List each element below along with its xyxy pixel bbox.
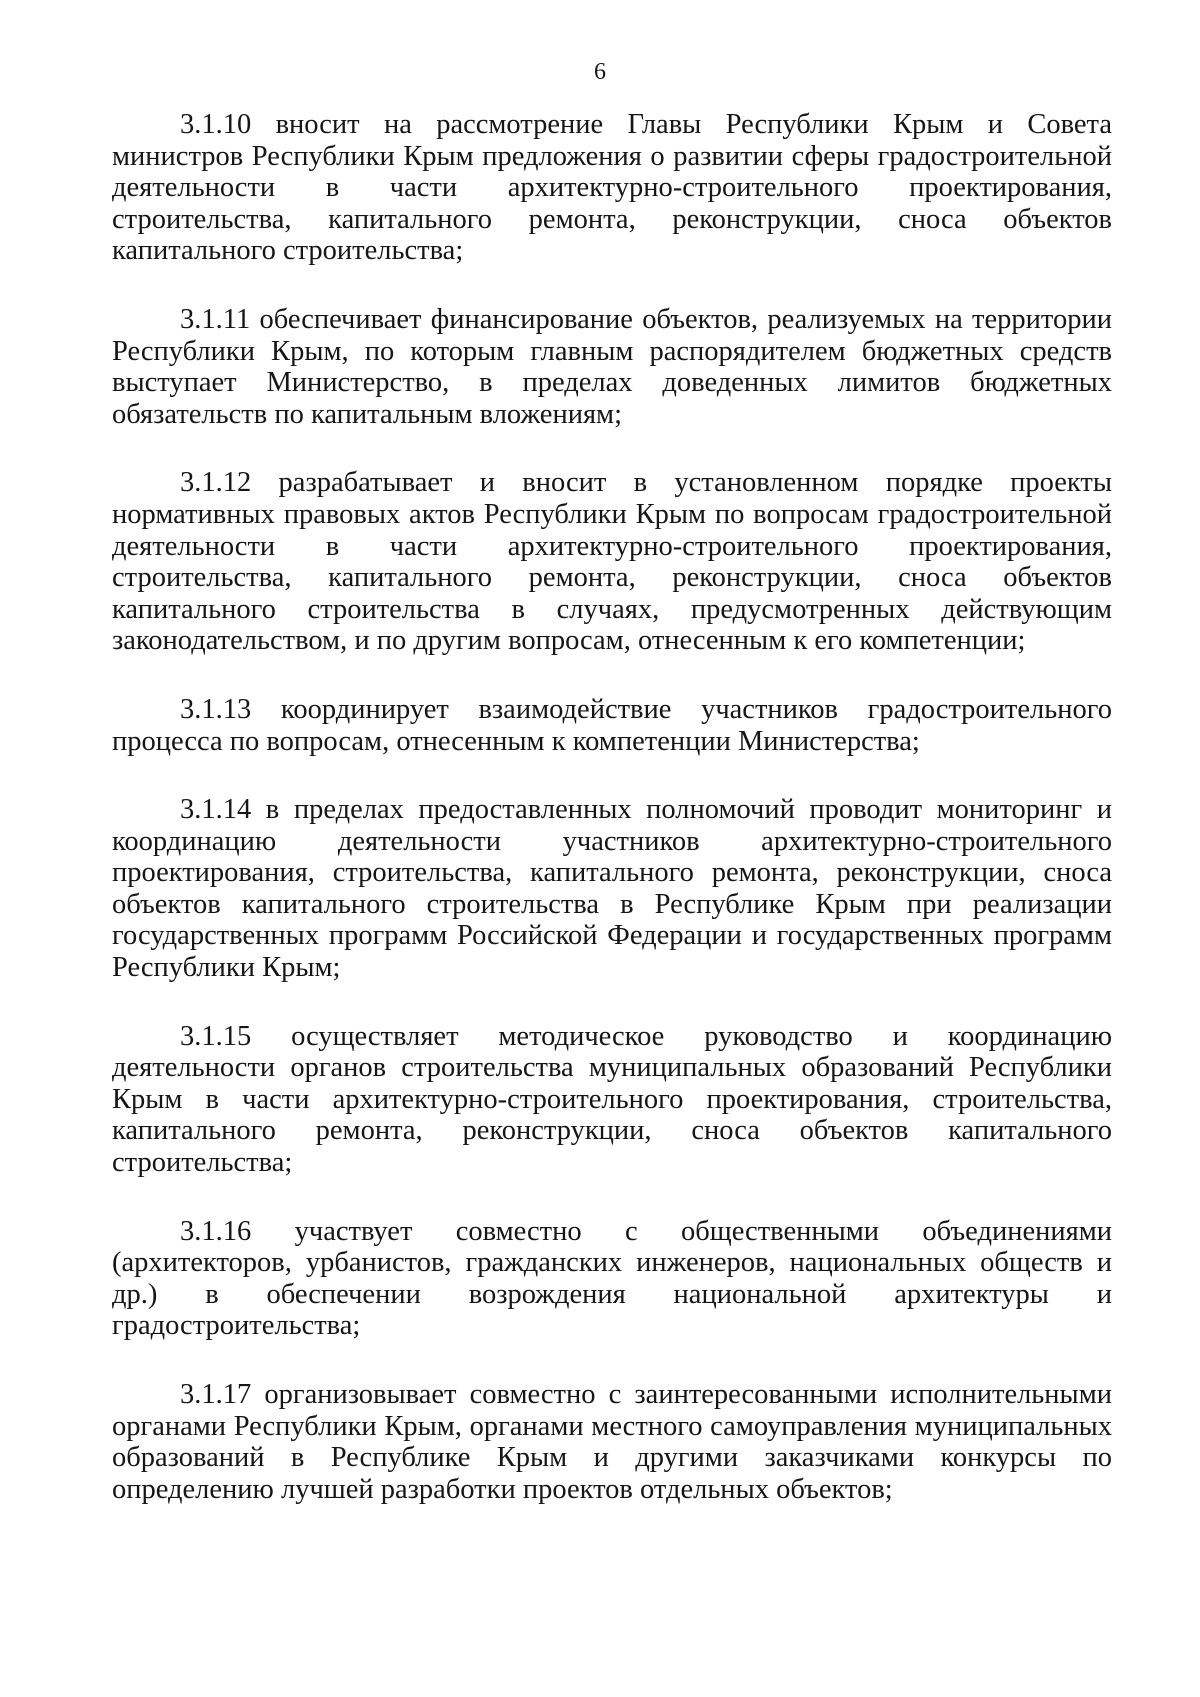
page-number: 6 [594, 59, 606, 85]
clause-3-1-17: 3.1.17 организовывает совместно с заинтересованными исполнительными органами Республики Крым, органами местного самоуправления муниципальных образований в Республике Крым и другими заказчиками конкурсы по определению лучшей разработки проектов отдельных объектов; [112, 1379, 1112, 1505]
clause-3-1-15: 3.1.15 осуществляет методическое руководство и координацию деятельности органов строительства муниципальных образований Республики Крым в части архитектурно-строительного проектирования, строительства, капитального ремонта, реконструкции, сноса объектов капитального строительства; [112, 1020, 1112, 1179]
clause-3-1-10: 3.1.10 вносит на рассмотрение Главы Республики Крым и Совета министров Республики Крым предложения о развитии сферы градостроительной деятельности в части архитектурно-строительного проектирования, строительства, капитального ремонта, реконструкции, сноса объектов капитального строительства; [112, 109, 1112, 267]
clause-3-1-14: 3.1.14 в пределах предоставленных полномочий проводит мониторинг и координацию деятельности участников архитектурно-строительного проектирования, строительства, капитального ремонта, реконструкции, сноса объектов капитального строительства в Республике Крым при реализации государственных программ Российской Федерации и государственных программ Республики Крым; [112, 794, 1112, 984]
clause-3-1-16: 3.1.16 участвует совместно с общественными объединениями (архитекторов, урбанистов, гражданских инженеров, национальных обществ и др.) в обеспечении возрождения национальной архитектуры и градостроительства; [112, 1215, 1112, 1342]
clause-3-1-11: 3.1.11 обеспечивает финансирование объектов, реализуемых на территории Республики Крым, по которым главным распорядителем бюджетных средств выступает Министерство, в пределах доведенных лимитов бюджетных обязательств по капитальным вложениям; [112, 303, 1112, 430]
clause-3-1-12: 3.1.12 разрабатывает и вносит в установленном порядке проекты нормативных правовых актов Республики Крым по вопросам градостроительной деятельности в части архитектурно-строительного проектирования, строительства, капитального ремонта, реконструкции, сноса объектов капитального строительства в случаях, предусмотренных действующим законодательством, и по другим вопросам, отнесенным к его компетенции; [112, 467, 1112, 657]
document-body [112, 109, 1112, 1542]
clause-3-1-13: 3.1.13 координирует взаимодействие участников градостроительного процесса по вопросам, отнесенным к компетенции Министерства; [112, 693, 1112, 757]
